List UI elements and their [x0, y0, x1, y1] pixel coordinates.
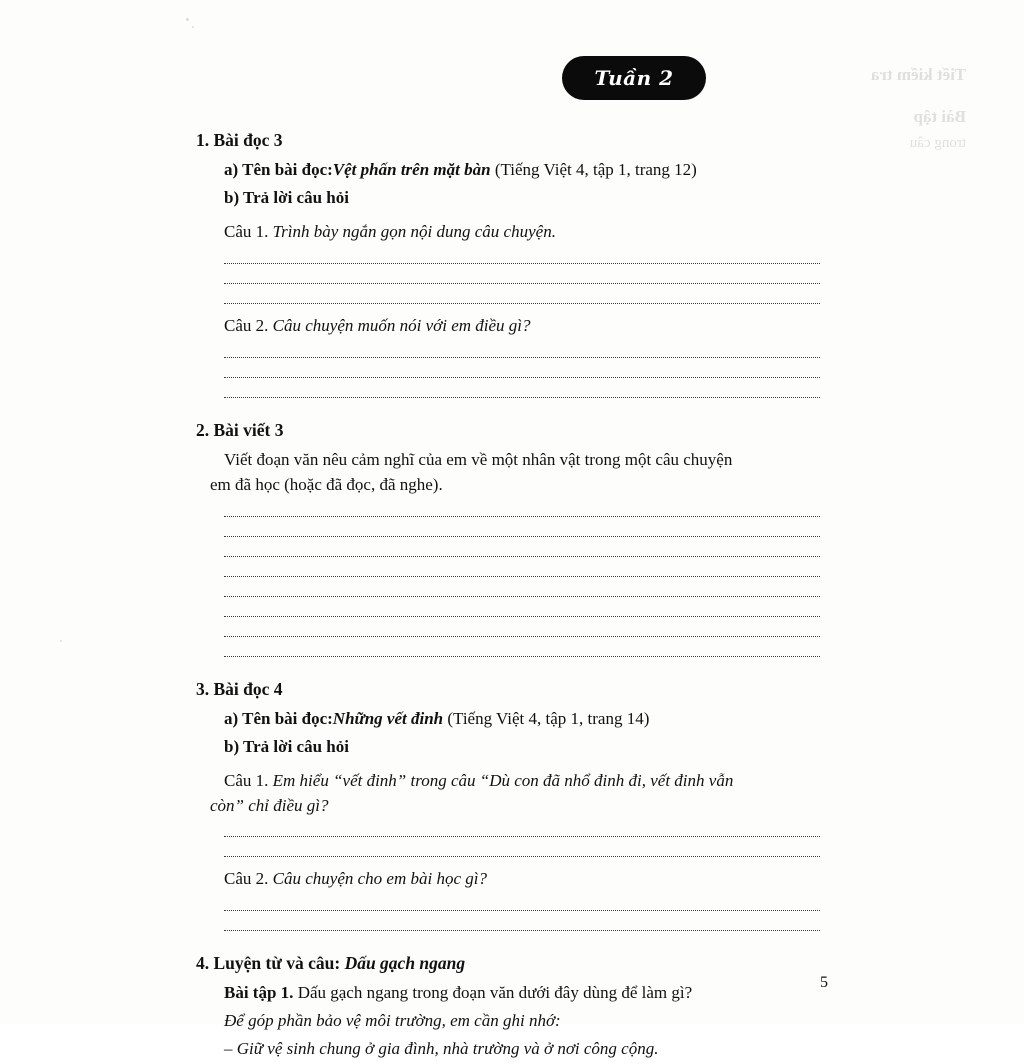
question-number: Câu 2. [224, 869, 269, 888]
answer-line[interactable] [224, 283, 820, 284]
reading-title-label: a) Tên bài đọc: [224, 160, 333, 179]
worksheet-content [196, 56, 836, 1064]
question-text: Em hiểu “vết đinh” trong câu “Dù con đã nhổ đinh đi, vết đinh vẫn [272, 771, 734, 790]
exercise-label: Bài tập 1. [224, 983, 294, 1002]
reading-title-value: Những vết đinh [332, 709, 444, 728]
answer-questions-label: b) Trả lời câu hỏi [224, 737, 349, 756]
question-text: Trình bày ngắn gọn nội dung câu chuyện. [272, 222, 556, 241]
answer-line[interactable] [224, 616, 820, 617]
section-title: 1. Bài đọc 3 [196, 130, 283, 150]
question-number: Câu 2. [224, 316, 269, 335]
answer-line[interactable] [224, 556, 820, 557]
section-bai-doc-3 [196, 130, 836, 398]
answer-questions-label: b) Trả lời câu hỏi [224, 188, 349, 207]
answer-line[interactable] [224, 303, 820, 304]
section-bai-viet-3 [196, 420, 836, 657]
paper-speck [60, 640, 62, 642]
quote-line-2: – Giữ vệ sinh chung ở gia đình, nhà trường và ở nơi công cộng. [224, 1039, 659, 1058]
reading-title-label: a) Tên bài đọc: [224, 709, 333, 728]
week-badge: Tuần 2 [562, 56, 706, 100]
question-text: Câu chuyện muốn nói với em điều gì? [272, 316, 531, 335]
section-bai-doc-4 [196, 679, 836, 931]
reading-title-source: (Tiếng Việt 4, tập 1, trang 14) [443, 709, 650, 728]
section-luyen-tu-va-cau [196, 953, 836, 1061]
answer-line[interactable] [224, 263, 820, 264]
page-number: 5 [820, 974, 828, 991]
answer-line[interactable] [224, 596, 820, 597]
section-title: 2. Bài viết 3 [196, 420, 284, 440]
question-text-line-2: còn” chỉ điều gì? [210, 796, 329, 815]
question-text: Câu chuyện cho em bài học gì? [272, 869, 487, 888]
question-number: Câu 1. [224, 222, 269, 241]
section-title-topic: Dấu gạch ngang [340, 953, 466, 973]
answer-line[interactable] [224, 536, 820, 537]
writing-prompt-line-2: em đã học (hoặc đã đọc, đã nghe). [210, 475, 443, 494]
bleed-line-2: Bài tập [913, 107, 966, 126]
bleed-line-1: Tiết kiểm tra [870, 65, 966, 84]
question-2 [224, 866, 836, 891]
question-1 [224, 219, 836, 244]
answer-line[interactable] [224, 516, 820, 517]
answer-line[interactable] [224, 357, 820, 358]
exercise-text: Dấu gạch ngang trong đoạn văn dưới đây dùng để làm gì? [293, 983, 693, 1002]
bleed-line-3: trong câu [909, 135, 966, 151]
question-1 [224, 768, 836, 793]
paper-speck [186, 18, 189, 21]
reading-title-source: (Tiếng Việt 4, tập 1, trang 12) [490, 160, 697, 179]
answer-line[interactable] [224, 636, 820, 637]
answer-line[interactable] [224, 856, 820, 857]
section-title [196, 953, 836, 974]
quote-line-1: Để góp phần bảo vệ môi trường, em cần ghi nhớ: [224, 1011, 561, 1030]
answer-line[interactable] [224, 910, 820, 911]
reading-title-row [224, 157, 836, 182]
question-2 [224, 313, 836, 338]
section-title: 3. Bài đọc 4 [196, 679, 283, 699]
paper-speck [192, 26, 194, 28]
section-title-plain: 4. Luyện từ và câu: [196, 953, 341, 973]
answer-line[interactable] [224, 377, 820, 378]
reading-title-value: Vệt phấn trên mặt bàn [332, 160, 491, 179]
question-number: Câu 1. [224, 771, 269, 790]
writing-prompt-line-1: Viết đoạn văn nêu cảm nghĩ của em về một nhân vật trong một câu chuyện [224, 450, 733, 469]
reading-title-row [224, 706, 836, 731]
answer-line[interactable] [224, 576, 820, 577]
answer-line[interactable] [224, 836, 820, 837]
exercise-row [224, 980, 836, 1005]
